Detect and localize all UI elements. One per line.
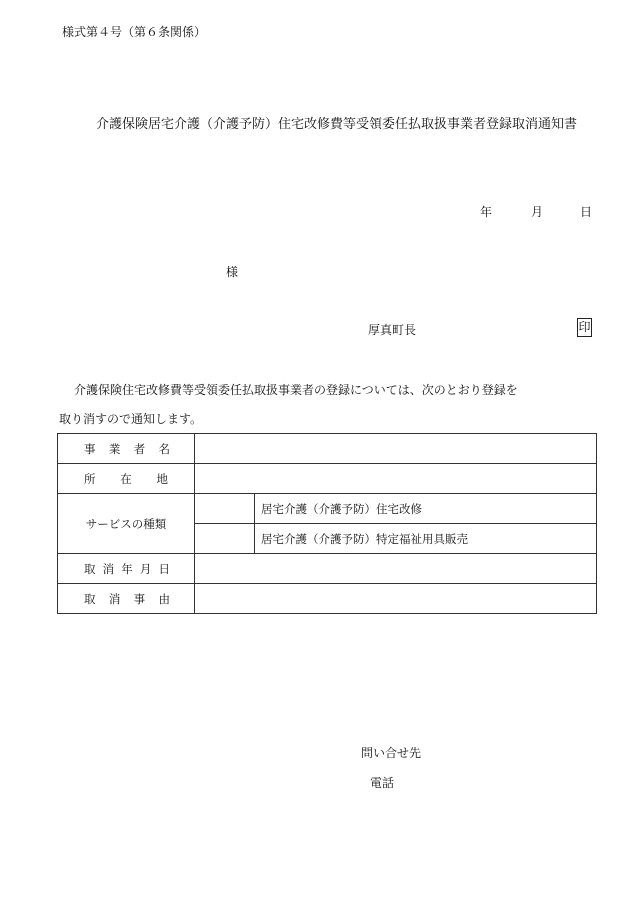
location-char: 地 bbox=[156, 471, 168, 486]
business-name-char: 事 bbox=[84, 441, 96, 456]
date-year-label: 年 bbox=[480, 205, 493, 219]
cancel-reason-char: 由 bbox=[158, 591, 170, 606]
table-row-location bbox=[58, 464, 597, 494]
cancel-reason-char: 取 bbox=[84, 591, 96, 606]
service-2-label: 居宅介護（介護予防）特定福祉用具販売 bbox=[255, 524, 597, 554]
location-char: 在 bbox=[120, 471, 132, 486]
service-1-label: 居宅介護（介護予防）住宅改修 bbox=[255, 494, 597, 524]
seal-mark: 印 bbox=[577, 318, 592, 337]
table-row-business-name bbox=[58, 434, 597, 464]
cancel-date-char: 年 bbox=[121, 561, 133, 576]
location-label bbox=[58, 464, 195, 494]
phone-label: 電話 bbox=[370, 776, 395, 790]
addressee-suffix: 様 bbox=[226, 265, 239, 279]
location-value bbox=[195, 464, 597, 494]
cancel-date-char: 取 bbox=[84, 561, 96, 576]
business-name-char: 名 bbox=[158, 441, 170, 456]
cancel-date-value bbox=[195, 554, 597, 584]
cancel-reason-value bbox=[195, 584, 597, 614]
document-title: 介護保険居宅介護（介護予防）住宅改修費等受領委任払取扱事業者登録取消通知書 bbox=[96, 117, 578, 132]
issuer-name: 厚真町長 bbox=[368, 323, 417, 337]
business-name-char: 者 bbox=[133, 441, 146, 456]
cancel-date-char: 日 bbox=[158, 561, 170, 576]
body-text-line1: 介護保険住宅改修費等受領委任払取扱事業者の登録については、次のとおり登録を bbox=[74, 383, 518, 397]
cancel-reason-char: 事 bbox=[133, 591, 146, 606]
service-2-checkbox-cell bbox=[195, 524, 255, 554]
business-name-value bbox=[195, 434, 597, 464]
service-type-label: サービスの種類 bbox=[58, 494, 195, 554]
service-1-checkbox-cell bbox=[195, 494, 255, 524]
date-day-label: 日 bbox=[580, 205, 593, 219]
cancel-date-char: 月 bbox=[139, 561, 152, 576]
business-name-label bbox=[58, 434, 195, 464]
table-row-cancel-date bbox=[58, 554, 597, 584]
date-month-label: 月 bbox=[531, 205, 544, 219]
registration-info-table bbox=[57, 433, 597, 614]
cancel-date-char: 消 bbox=[102, 561, 115, 576]
form-number: 様式第４号（第６条関係） bbox=[62, 25, 207, 39]
table-row-service-1 bbox=[58, 494, 597, 524]
cancel-reason-char: 消 bbox=[108, 591, 121, 606]
body-text-line2: 取り消すので通知します。 bbox=[59, 412, 203, 426]
location-char: 所 bbox=[84, 471, 96, 486]
business-name-char: 業 bbox=[108, 441, 121, 456]
cancel-date-label bbox=[58, 554, 195, 584]
contact-label: 問い合せ先 bbox=[361, 746, 422, 760]
cancel-reason-label bbox=[58, 584, 195, 614]
table-row-cancel-reason bbox=[58, 584, 597, 614]
